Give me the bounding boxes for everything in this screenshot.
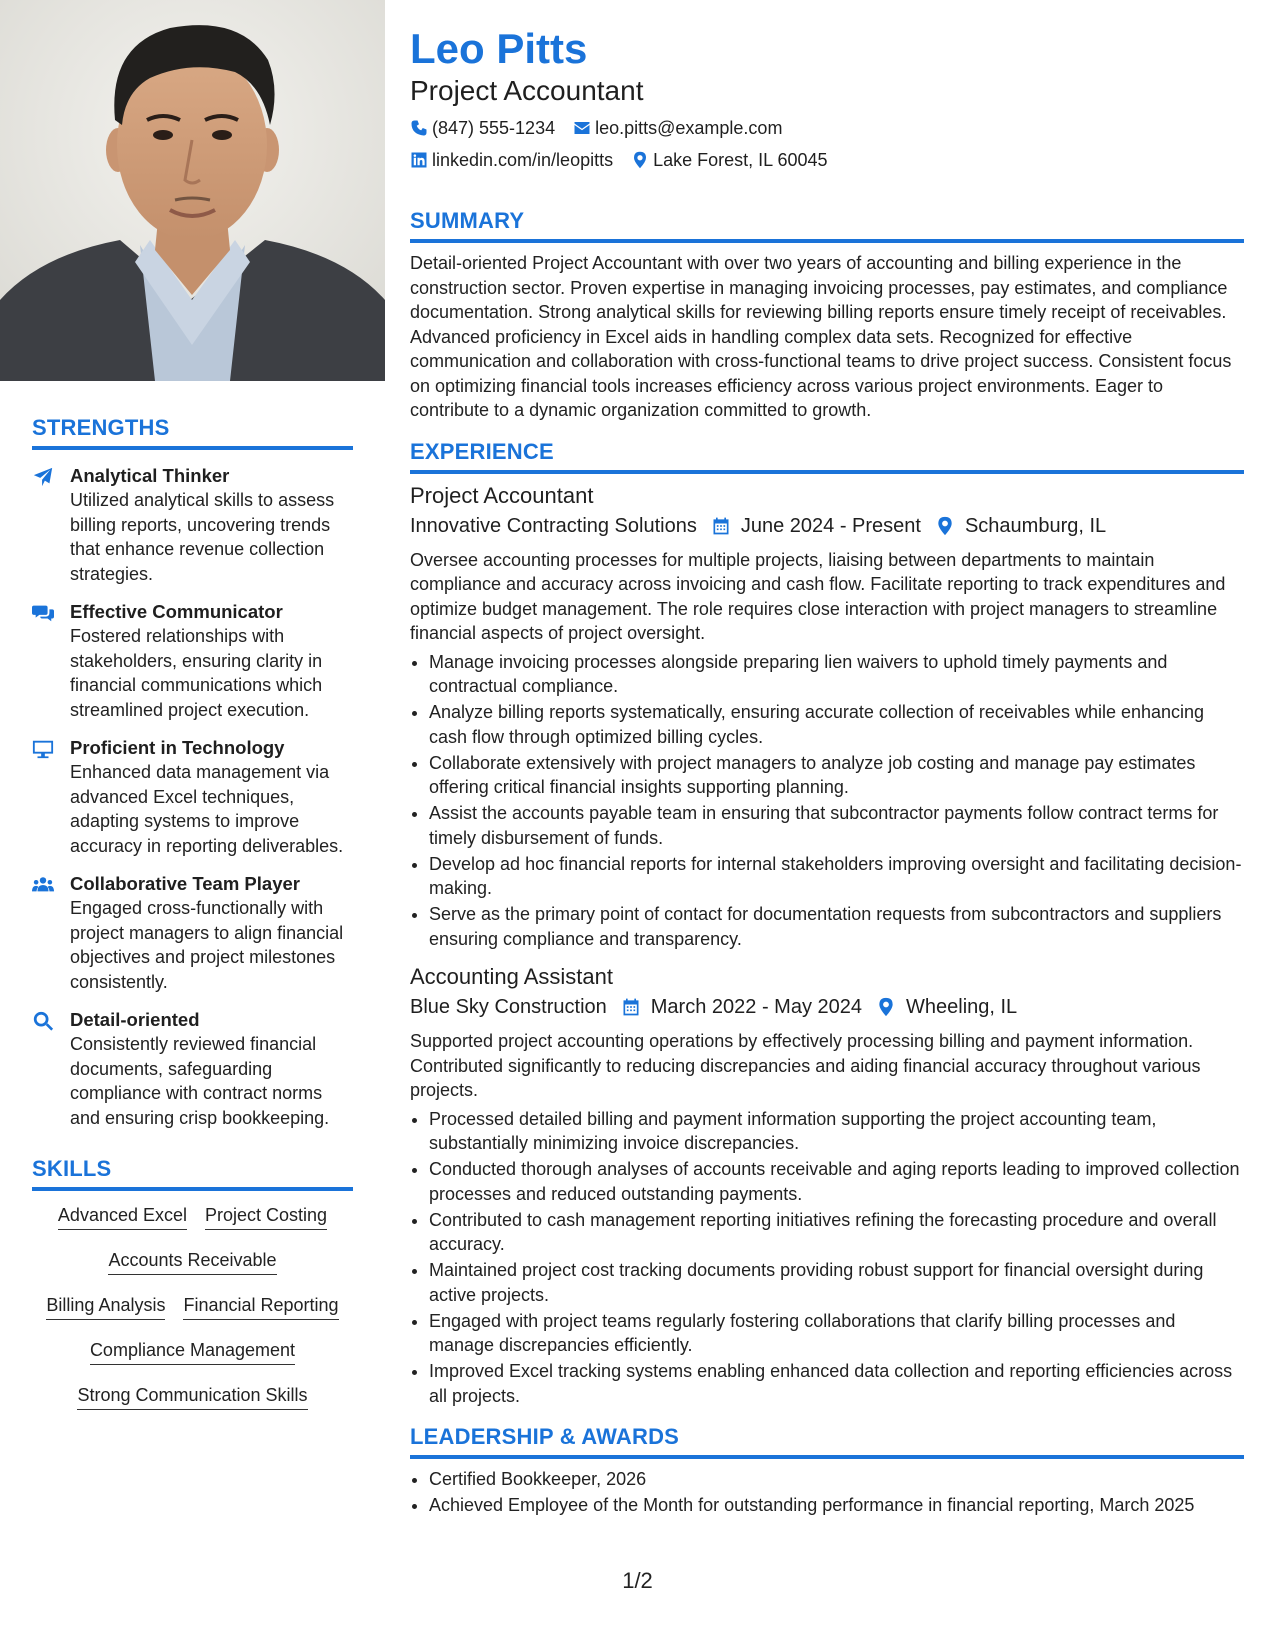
strength-item	[32, 736, 353, 858]
summary-section	[410, 208, 1244, 423]
strength-item	[32, 600, 353, 722]
candidate-name: Leo Pitts	[410, 25, 588, 72]
strength-item	[32, 872, 353, 994]
map-pin-icon	[935, 516, 955, 536]
job-title: Project Accountant	[410, 482, 594, 508]
skills-heading: SKILLS	[32, 1156, 353, 1191]
monitor-icon	[32, 738, 54, 760]
list-item: • Collaborate extensively with project managers to analyze job costing and manage pay estimates offering critical financial insights supporting planning.	[429, 751, 1244, 800]
job-dates: June 2024 - Present	[740, 514, 921, 537]
paper-plane-icon	[32, 466, 54, 488]
skill-tag: Project Costing	[205, 1205, 327, 1230]
job-company: Innovative Contracting Solutions	[410, 514, 697, 537]
skill-tag: Advanced Excel	[58, 1205, 187, 1230]
location-contact	[631, 148, 827, 172]
strength-desc: Utilized analytical skills to assess billing reports, uncovering trends that enhance revenue collection strategies.	[70, 490, 335, 584]
job-entry	[410, 482, 1244, 952]
job-location: Schaumburg, IL	[964, 514, 1107, 537]
skill-tag: Billing Analysis	[46, 1295, 165, 1320]
contact-row	[410, 148, 1244, 172]
list-item: • Assist the accounts payable team in ensuring that subcontractor payments follow contract terms for timely disbursement of funds.	[429, 801, 1244, 850]
skill-tag: Accounts Receivable	[108, 1250, 276, 1275]
list-item: • Develop ad hoc financial reports for internal stakeholders improving oversight and facilitating decision-making.	[429, 852, 1244, 901]
strengths-heading: STRENGTHS	[32, 415, 353, 450]
summary-text: Detail-oriented Project Accountant with over two years of accounting and billing experience in the construction sector. Proven expertise in managing invoicing processes, pay estimates, and compliance documentation. Strong analytical skills for reviewing billing reports ensure timely receipt of receivables. Advanced proficiency in Excel aids in handling complex data sets. Recognized for effective communication and collaboration with cross-functional teams to drive project success. Consistent focus on optimizing financial tools increases efficiency across various project environments. Eager to contribute to a dynamic organization committed to growth.	[410, 253, 1232, 420]
job-bullets	[410, 1107, 1244, 1409]
summary-heading: SUMMARY	[410, 208, 1244, 243]
skill-tag: Compliance Management	[90, 1340, 295, 1365]
linkedin-text: linkedin.com/in/leopitts	[432, 150, 614, 170]
candidate-title: Project Accountant	[410, 75, 644, 106]
phone-icon	[410, 119, 428, 137]
strength-item	[32, 1008, 353, 1130]
job-dates: March 2022 - May 2024	[650, 996, 862, 1018]
phone-text: (847) 555-1234	[432, 118, 556, 138]
calendar-icon	[621, 997, 641, 1017]
users-icon	[32, 874, 54, 896]
experience-heading: EXPERIENCE	[410, 439, 1244, 474]
email-contact[interactable]	[573, 116, 782, 140]
right-column	[410, 0, 1244, 1519]
awards-list	[410, 1467, 1244, 1518]
list-item: • Engaged with project teams regularly fostering collaborations that clarify billing processes and manage discrepancies efficiently.	[429, 1309, 1244, 1358]
strength-desc: Consistently reviewed financial documents, safeguarding compliance with contract norms and ensuring crisp bookkeeping.	[70, 1034, 330, 1128]
skills-list	[32, 1205, 353, 1410]
map-pin-icon	[631, 151, 649, 169]
list-item: • Improved Excel tracking systems enabling enhanced data collection and reporting efficiencies across all projects.	[429, 1359, 1244, 1408]
list-item: • Serve as the primary point of contact for documentation requests from subcontractors and suppliers ensuring compliance and transparency.	[429, 902, 1244, 951]
skill-tag: Financial Reporting	[183, 1295, 338, 1320]
comments-icon	[32, 602, 54, 624]
strengths-section	[32, 415, 353, 1130]
list-item: • Achieved Employee of the Month for outstanding performance in financial reporting, March 2025	[429, 1493, 1244, 1518]
strength-desc: Enhanced data management via advanced Excel techniques, adapting systems to improve accuracy in reporting deliverables.	[70, 762, 344, 856]
phone-contact[interactable]	[410, 116, 555, 140]
search-icon	[32, 1010, 54, 1032]
job-bullets	[410, 650, 1244, 952]
skills-section	[32, 1156, 353, 1410]
strength-item	[32, 464, 353, 586]
strength-title: Detail-oriented	[70, 1009, 200, 1030]
job-location: Wheeling, IL	[906, 996, 1018, 1018]
profile-photo	[0, 0, 385, 381]
strength-title: Effective Communicator	[70, 601, 283, 622]
linkedin-contact[interactable]	[410, 148, 613, 172]
map-pin-icon	[876, 997, 896, 1017]
linkedin-icon	[410, 151, 428, 169]
list-item: • Conducted thorough analyses of accounts receivable and aging reports leading to improved collection processes and reduced outstanding payments.	[429, 1157, 1244, 1206]
job-description: Oversee accounting processes for multiple projects, liaising between departments to maintain compliance and accuracy across invoicing and cash flow. Facilitate reporting to track expenditures and optimize budget management. The role requires close interaction with project managers to streamline financial aspects of project oversight.	[410, 549, 1226, 643]
calendar-icon	[711, 516, 731, 536]
list-item: • Maintained project cost tracking documents providing robust support for financial oversight during active projects.	[429, 1258, 1244, 1307]
strength-title: Analytical Thinker	[70, 465, 230, 486]
skill-tag: Strong Communication Skills	[77, 1385, 307, 1410]
list-item: • Processed detailed billing and payment information supporting the project accounting team, substantially minimizing invoice discrepancies.	[429, 1107, 1244, 1156]
job-company: Blue Sky Construction	[410, 996, 607, 1018]
list-item: • Analyze billing reports systematically, ensuring accurate collection of receivables while enhancing cash flow through optimized billing cycles.	[429, 700, 1244, 749]
location-text: Lake Forest, IL 60045	[653, 150, 828, 170]
contact-row	[410, 116, 1244, 140]
strength-title: Proficient in Technology	[70, 737, 285, 758]
job-meta	[410, 993, 1244, 1021]
list-item: • Certified Bookkeeper, 2026	[429, 1467, 1244, 1492]
email-icon	[573, 119, 591, 137]
page-number: 1/2	[622, 1568, 653, 1593]
left-column	[0, 0, 385, 1430]
strength-desc: Fostered relationships with stakeholders, ensuring clarity in financial communications which streamlined project execution.	[70, 626, 323, 720]
email-text: leo.pitts@example.com	[595, 118, 783, 138]
list-item: • Manage invoicing processes alongside preparing lien waivers to uphold timely payments and contractual compliance.	[429, 650, 1244, 699]
strength-title: Collaborative Team Player	[70, 873, 300, 894]
strength-desc: Engaged cross-functionally with project managers to align financial objectives and project milestones consistently.	[70, 898, 344, 992]
experience-section	[410, 439, 1244, 1409]
awards-section	[410, 1424, 1244, 1518]
job-description: Supported project accounting operations by effectively processing billing and payment information. Contributed significantly to reducing discrepancies and aiding financial accuracy throughout various projects.	[410, 1031, 1201, 1100]
job-title: Accounting Assistant	[410, 964, 614, 989]
job-meta	[410, 512, 1244, 540]
job-entry	[410, 963, 1244, 1408]
list-item: • Contributed to cash management reporting initiatives refining the forecasting procedure and overall accuracy.	[429, 1208, 1244, 1257]
awards-heading: LEADERSHIP & AWARDS	[410, 1424, 1244, 1459]
